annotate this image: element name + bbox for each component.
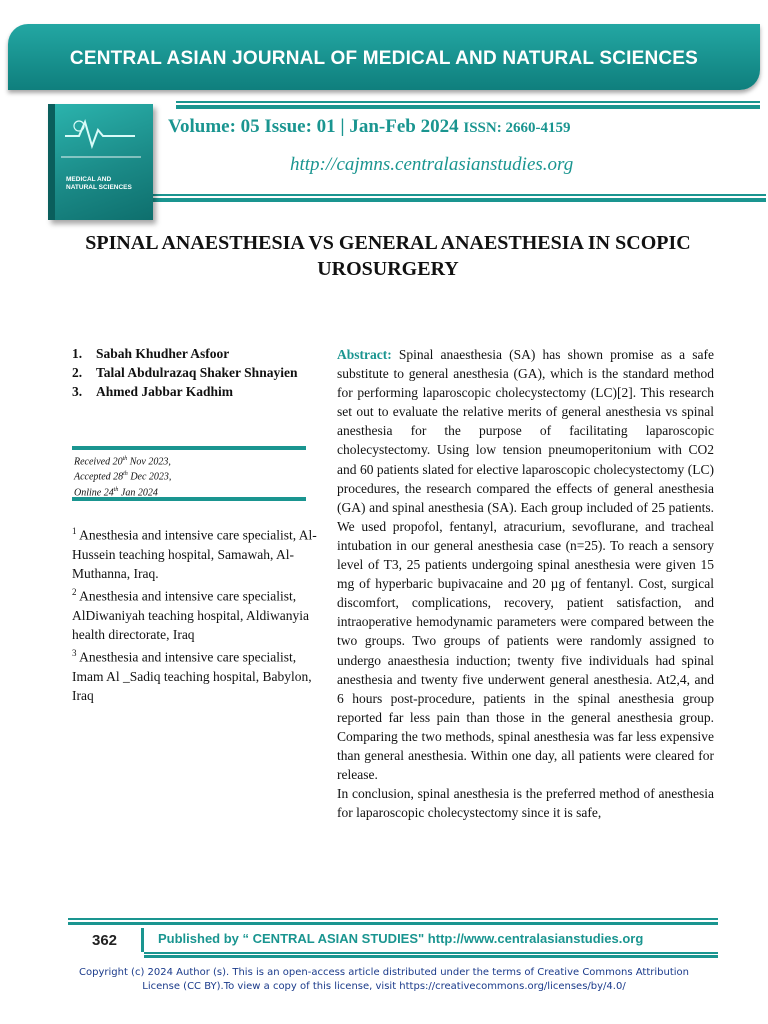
author-name: Ahmed Jabbar Kadhim xyxy=(96,384,234,399)
journal-cover-image xyxy=(48,104,153,220)
volume-issue-text: Volume: 05 Issue: 01 | Jan-Feb 2024 xyxy=(168,116,459,137)
conclusion-paragraph: In conclusion, spinal anesthesia is the preferred method of anesthesia for laparoscopic cholecystectomy since it is safe, xyxy=(337,786,714,821)
received-date: Received 20th Nov 2023, xyxy=(74,456,171,468)
author-item xyxy=(72,363,322,382)
article-title: SPINAL ANAESTHESIA VS GENERAL ANAESTHESIA IN SCOPIC UROSURGERY xyxy=(85,232,691,280)
abstract xyxy=(337,345,714,822)
footer-divider xyxy=(141,928,144,952)
footer-rule-top-thick xyxy=(68,922,718,925)
header-rule-top-thick xyxy=(176,105,760,109)
header-rule-top-thin xyxy=(176,101,760,103)
volume-issue xyxy=(168,116,570,138)
page-number: 362 xyxy=(92,932,118,949)
author-list xyxy=(72,344,322,401)
abstract-paragraph xyxy=(337,345,714,784)
header-rule-bottom-thick xyxy=(152,198,766,202)
author-number: 3. xyxy=(72,384,83,399)
journal-cover-title: MEDICAL AND NATURAL SCIENCES xyxy=(66,176,132,191)
article-dates xyxy=(74,453,314,499)
accepted-date: Accepted 28th Dec 2023, xyxy=(74,471,172,483)
affiliations xyxy=(72,522,324,705)
copyright-notice: Copyright (c) 2024 Author (s). This is an open-access article distributed under the terms of Creative Commons Attribution License (CC BY).To view a copy of this license, visit https://creativecommons.org/licenses/by/4.0/ xyxy=(79,967,689,992)
author-item xyxy=(72,344,322,363)
affiliation-item: $^3$ Anesthesia and intensive care specialist, Imam Al _Sadiq teaching hospital, Babylon, Iraq xyxy=(72,648,312,704)
author-item xyxy=(72,382,322,401)
author-number: 1. xyxy=(72,346,83,361)
journal-url-link[interactable]: http://cajmns.centralasianstudies.org xyxy=(290,154,574,175)
dates-rule-top xyxy=(72,446,306,450)
author-number: 2. xyxy=(72,365,83,380)
footer-rule-bottom-thin xyxy=(144,952,718,954)
author-name: Sabah Khudher Asfoor xyxy=(96,346,230,361)
journal-name: CENTRAL ASIAN JOURNAL OF MEDICAL AND NATURAL SCIENCES xyxy=(69,48,699,69)
affiliation-item: $^2$ Anesthesia and intensive care specialist, AlDiwaniyah teaching hospital, Aldiwanyia health directorate, Iraq xyxy=(72,587,309,643)
footer-rule-bottom-thick xyxy=(144,955,718,958)
header-rule-bottom-thin xyxy=(152,194,766,196)
heartbeat-icon xyxy=(65,112,135,152)
author-name: Talal Abdulrazaq Shaker Shnayien xyxy=(96,365,298,380)
abstract-text: Spinal anaesthesia (SA) has shown promise as a safe substitute to general anesthesia (GA), which is the standard method for performing laparoscopic cholecystectomy (LC)[2]. This research set out to evaluate the relative merits of general anesthesia vs spinal anesthesia for the purpose of facilitating laparoscopic cholecystectomy. Using low tension pneumoperitonium with CO2 and 60 patients slated for elective laparoscopic cholecystectomy (LC) procedures, the research compared the effects of general anesthesia (GA) and spinal anesthesia (SA). Each group included of 25 patients. We used propofol, fentanyl, atracurium, sevoflurane, and tracheal intubation in our general anesthesia case (n=25). To reach a sensory level of T3, 25 patients undergoing spinal anesthesia were given 15 mg of hyperbaric bupivacaine and 20 µg of fentanyl. Cost, surgical discomfort, complications, recovery, patient satisfaction, and intraoperative hemodynamic parameters were compared between the two groups. Two groups of patients were randomly assigned to undergo anaesthesia induction; twenty five individuals had spinal anesthesia and twenty five underwent general anesthesia. At2,4, and 6 hours post-procedure, patients in the spinal anesthesia group reported far less pain than those in the general anesthesia group. Comparing the two methods, spinal anesthesia was far less expensive than general anesthesia. Within one day, all patients were cleared for release. xyxy=(337,347,714,783)
footer-rule-top-thin xyxy=(68,918,718,920)
publisher-link[interactable]: Published by “ CENTRAL ASIAN STUDIES" http://www.centralasianstudies.org xyxy=(158,931,644,946)
abstract-label: Abstract: xyxy=(337,347,392,362)
online-date: Online 24th Jan 2024 xyxy=(74,486,158,498)
issn: ISSN: 2660-4159 xyxy=(463,120,571,136)
affiliation-item: $^1$ Anesthesia and intensive care specialist, Al-Hussein teaching hospital, Samawah, Al-Muthanna, Iraq. xyxy=(72,526,317,581)
